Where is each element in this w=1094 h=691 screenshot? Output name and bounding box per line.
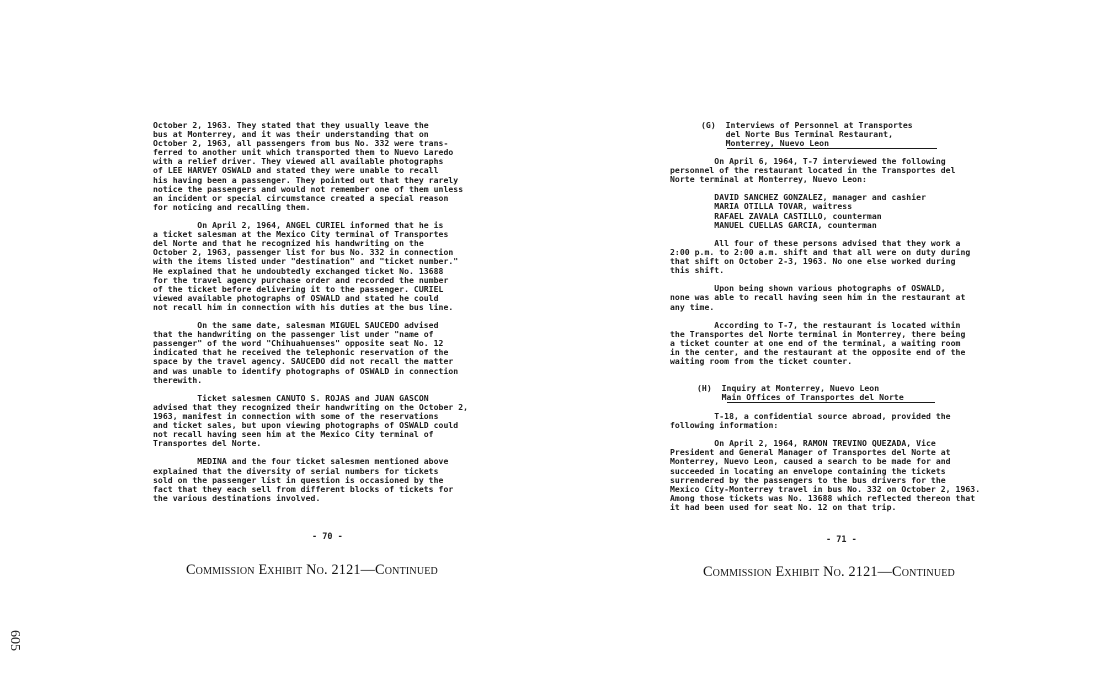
section-h-heading-underline [727, 402, 935, 403]
left-page-number: - 70 - [312, 532, 343, 542]
section-h-heading: (H) Inquiry at Monterrey, Nuevo Leon Main Offices of Transportes del Norte [697, 383, 904, 403]
left-page-body-text: October 2, 1963. They stated that they usually leave the bus at Monterrey, and it was their understanding that on October 2, 1963, all passengers from bus No. 332 were trans- ferred to another unit which transported them to Nuevo Laredo with a relief driver. They viewed all available photographs of LEE HARVEY OSWALD and stated they were unable to recall his having been a passenger. They pointed out that they rarely notice the passengers and would not remember one of them unless an incident or special circumstance created a special reason for noticing and recalling them. On April 2, 1964, ANGEL CURIEL informed that he is a ticket salesman at the Mexico City terminal of Transportes del Norte and that he recognized his handwriting on the October 2, 1963, passenger list for bus No. 332 in connection with the items listed under "destination" and "ticket number." He explained that he undoubtedly exchanged ticket No. 13688 for the travel agency purchase order and recorded the number of the ticket before delivering it to the passenger. CURIEL viewed available photographs of OSWALD and stated he could not recall him in connection with his duties at the bus line. On the same date, salesman MIGUEL SAUCEDO advised that the handwriting on the passenger list under "name of passenger" of the word "Chihuahuenses" opposite seat No. 12 indicated that he received the telephonic reservation of the space by the travel agency. SAUCEDO did not recall the matter and was unable to identify photographs of OSWALD in connection therewith. Ticket salesmen CANUTO S. ROJAS and JUAN GASCON advised that they recognized their handwriting on the October 2, 1963, manifest in connection with some of the reservations and ticket sales, but upon viewing photographs of OSWALD could not recall having seen him at the Mexico City terminal of Transportes del Norte. MEDINA and the four ticket salesmen mentioned above explained that the diversity of serial numbers for tickets sold on the passenger list in question is occasioned by the fact that they each sell from different blocks of tickets for the various destinations involved. [153, 120, 469, 503]
left-page-caption: Commission Exhibit No. 2121—Continued [186, 562, 438, 578]
section-g-heading-underline [727, 148, 937, 149]
side-page-number: 605 [7, 630, 22, 651]
section-g-body: On April 6, 1964, T-7 interviewed the following personnel of the restaurant located in the Transportes del Norte terminal at Monterrey, Nuevo Leon: DAVID SANCHEZ GONZALEZ, manager and cashier MARIA OTILLA TOVAR, waitress RAFAEL ZAVALA CASTILLO, counterman MANUEL CUELLAS GARCIA, counterman All four of these persons advised that they work a 2:00 p.m. to 2:00 a.m. shift and that all were on duty during that shift on October 2-3, 1963. No one else worked during this shift. Upon being shown various photographs of OSWALD, none was able to recall having seen him in the restaurant at any time. According to T-7, the restaurant is located within the Transportes del Norte terminal in Monterrey, there being a ticket counter at one end of the terminal, a waiting room in the center, and the restaurant at the opposite end of the waiting room from the ticket counter. [670, 156, 971, 367]
section-h-body: T-18, a confidential source abroad, provided the following information: On April 2, 1964, RAMON TREVINO QUEZADA, Vice President and General Manager of Transportes del Norte at Monterrey, Nuevo Leon, caused a search to be made for and succeeded in locating an envelope containing the tickets surrendered by the passengers to the bus drivers for the Mexico City-Monterrey travel in bus No. 332 on October 2, 1963. Among those tickets was No. 13688 which reflected thereon that it had been used for seat No. 12 on that trip. [670, 411, 981, 512]
section-g-heading: (G) Interviews of Personnel at Transportes del Norte Bus Terminal Restaurant, Monterrey, Nuevo Leon [701, 120, 913, 149]
right-page-caption: Commission Exhibit No. 2121—Continued [703, 564, 955, 580]
right-page-number: - 71 - [826, 535, 857, 545]
right-page [547, 0, 1094, 691]
